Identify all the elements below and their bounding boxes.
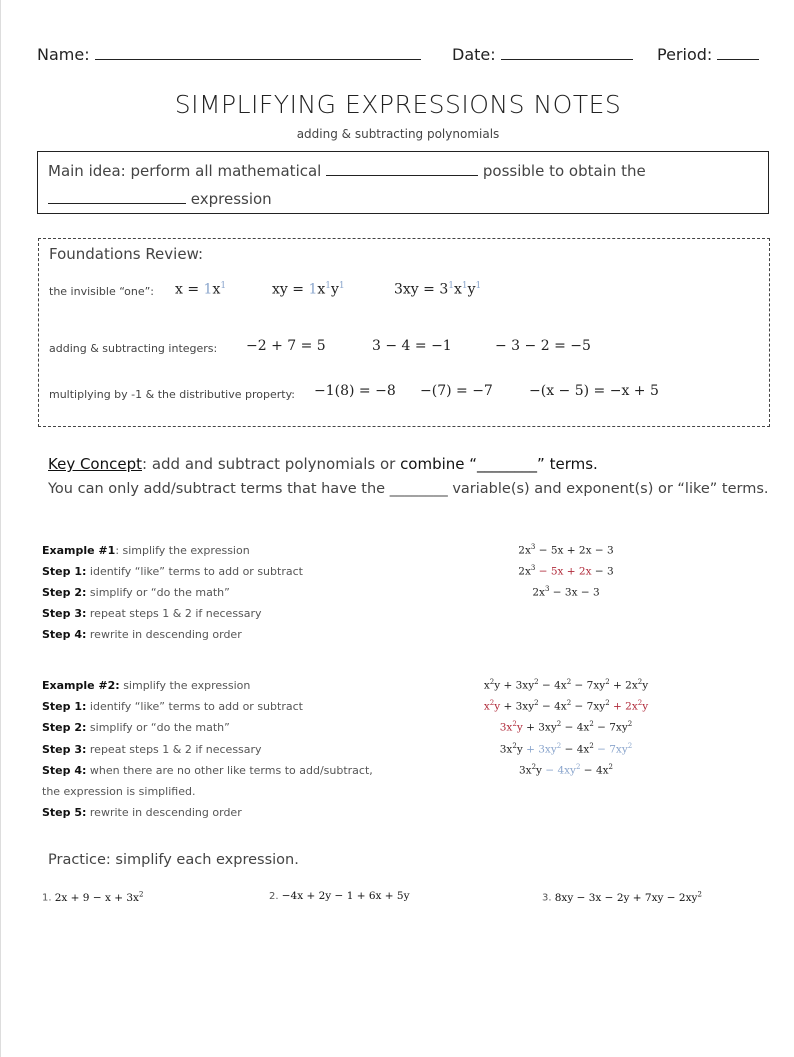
step-text: rewrite in descending order — [86, 628, 242, 641]
step-text: simplify or “do the math” — [86, 586, 230, 599]
term: − 4x — [561, 743, 590, 756]
exponent: 1 — [220, 281, 227, 291]
problem-number: 2. — [269, 891, 279, 902]
term: 3x — [499, 721, 513, 734]
term: 3x — [499, 743, 513, 756]
term: x — [317, 281, 326, 298]
example1-step — [42, 565, 303, 578]
step-label: Step 2: — [42, 586, 87, 599]
multiply-example-3: −(x − 5) = −x + 5 — [529, 383, 659, 399]
term: y — [516, 721, 523, 734]
practice-problem-2 — [269, 890, 410, 902]
example1-work-line — [401, 585, 731, 599]
term: 2x + 9 − x + 3x — [54, 891, 139, 904]
exponent: 1 — [338, 281, 345, 291]
foundations-title: Foundations Review: — [49, 245, 204, 263]
exponent: 2 — [489, 699, 495, 708]
exponent: 2 — [627, 720, 633, 729]
exponent: 2 — [556, 741, 562, 750]
term: 3xy = 3 — [394, 281, 449, 298]
exponent: 2 — [608, 762, 614, 771]
example1-step — [42, 544, 250, 557]
key-concept-line-2: You can only add/subtract terms that have the ________ variable(s) and exponent(s) or “like” terms. — [48, 481, 769, 497]
term: − 4x — [580, 764, 609, 777]
exponent: 2 — [605, 699, 610, 708]
term: 1 — [203, 281, 213, 298]
term: x = — [175, 281, 204, 298]
term: − 5x + 2x − 3 — [535, 544, 614, 557]
exponent: 3 — [544, 585, 550, 593]
term: − 5x + 2x — [535, 565, 592, 578]
step-text: identify “like” terms to add or subtract — [86, 565, 303, 578]
example1-work-line — [401, 564, 731, 578]
exponent: 3 — [530, 564, 536, 572]
exponent: 2 — [138, 890, 144, 898]
exponent: 3 — [530, 543, 536, 551]
example2-step — [42, 806, 242, 819]
term: xy = — [272, 281, 309, 298]
period-field[interactable] — [657, 45, 759, 64]
integers-label: adding & subtracting integers: — [49, 342, 218, 355]
exponent: 2 — [534, 678, 539, 686]
term: − 4xy — [541, 764, 576, 777]
exponent: 2 — [531, 762, 537, 771]
step-text: the expression is simplified. — [42, 785, 196, 798]
period-label: Period: — [657, 45, 713, 64]
term: + 2x — [609, 700, 638, 713]
exponent: 2 — [534, 699, 539, 708]
term: 3x — [518, 764, 532, 777]
step-text: rewrite in descending order — [86, 806, 242, 820]
practice-problem-1 — [42, 890, 143, 904]
term: x — [483, 700, 490, 713]
example2-step — [42, 785, 195, 798]
exponent: 2 — [605, 678, 610, 686]
example2-work-line — [401, 763, 731, 777]
problem-expression — [282, 890, 410, 902]
term: y + 3xy — [494, 679, 535, 692]
name-label: Name: — [37, 45, 90, 64]
problem-number: 3. — [542, 892, 552, 904]
example1-work-line — [401, 543, 731, 557]
problem-expression — [55, 892, 144, 904]
main-idea-box — [37, 151, 769, 214]
term: y — [467, 281, 476, 298]
step-label: Step 3: — [42, 742, 87, 756]
page-subtitle: adding & subtracting polynomials — [296, 127, 500, 141]
invisible-expr-1 — [175, 281, 226, 298]
main-idea-text: Main idea: perform all mathematical — [48, 162, 322, 180]
step-text: repeat steps 1 & 2 if necessary — [86, 607, 262, 620]
exponent: 2 — [697, 890, 702, 898]
date-label: Date: — [452, 45, 496, 64]
exponent: 1 — [461, 281, 468, 291]
step-label: Step 3: — [42, 607, 87, 620]
term: 2x — [532, 586, 545, 599]
step-text: simplify or “do the math” — [86, 721, 230, 735]
foundations-review-box — [38, 238, 770, 427]
step-label: Step 2: — [42, 721, 87, 735]
name-field[interactable] — [37, 45, 421, 64]
term: −4x + 2y − 1 + 6x + 5y — [281, 890, 410, 902]
step-label: Step 4: — [42, 628, 87, 641]
exponent: 2 — [576, 762, 581, 771]
term: 1 — [308, 281, 318, 298]
term: x — [483, 679, 490, 692]
term: x — [453, 281, 462, 298]
date-field[interactable] — [452, 45, 633, 64]
multiply-example-1: −1(8) = −8 — [314, 383, 396, 399]
term: y — [536, 764, 542, 777]
key-concept-line — [48, 455, 598, 473]
term: − 4x — [538, 700, 567, 713]
integer-example-3: − 3 − 2 = −5 — [495, 338, 591, 354]
example1-step — [42, 628, 242, 641]
step-text: simplify the expression — [119, 679, 251, 692]
term: + 2x — [609, 679, 638, 692]
step-text: when there are no other like terms to add/subtract, — [86, 763, 373, 777]
step-label: Step 1: — [42, 565, 87, 578]
term: − 4x — [538, 679, 567, 692]
main-idea-text-2: possible to obtain the — [482, 162, 646, 180]
exponent: 2 — [489, 678, 495, 686]
term: 2x — [518, 544, 531, 557]
exponent: 2 — [637, 678, 643, 686]
exponent: 2 — [556, 720, 562, 729]
step-text: : simplify the expression — [115, 544, 250, 557]
exponent: 1 — [475, 281, 482, 291]
term: y — [642, 700, 649, 713]
integer-example-1: −2 + 7 = 5 — [246, 338, 326, 354]
practice-title: Practice: simplify each expression. — [48, 852, 299, 868]
example2-step — [42, 679, 250, 692]
exponent: 2 — [627, 741, 633, 750]
term: x — [212, 281, 221, 298]
term: − 3 — [591, 565, 614, 578]
step-label: Step 4: — [42, 763, 87, 777]
exponent: 2 — [512, 741, 517, 750]
term: − 7xy — [593, 721, 628, 734]
example1-step — [42, 607, 262, 620]
term: 8xy − 3x − 2y + 7xy − 2xy — [554, 891, 698, 904]
term: − 4x — [561, 721, 590, 734]
step-label: Step 5: — [42, 806, 87, 820]
exponent: 2 — [512, 720, 517, 729]
key-concept-combine: combine “________” terms. — [400, 455, 598, 473]
term: + 3xy — [500, 700, 535, 713]
key-concept-label: Key Concept — [48, 455, 142, 473]
exponent: 1 — [448, 281, 454, 291]
step-text: repeat steps 1 & 2 if necessary — [86, 742, 262, 756]
term: − 7xy — [571, 679, 606, 692]
term: y — [331, 281, 339, 298]
main-idea-text-3: expression — [190, 190, 272, 208]
exponent: 2 — [589, 741, 594, 750]
invisible-expr-3 — [394, 281, 481, 298]
example1-step — [42, 586, 230, 599]
problem-expression — [555, 892, 702, 904]
invisible-expr-2 — [272, 281, 345, 298]
example2-step — [42, 700, 303, 713]
example2-work-line — [401, 699, 731, 713]
example2-work-line — [401, 678, 731, 692]
term: y — [642, 679, 649, 692]
step-label: Example #1 — [42, 544, 116, 557]
example2-step — [42, 764, 373, 777]
term: + 3xy — [522, 721, 557, 734]
page-title: SIMPLIFYING EXPRESSIONS NOTES — [174, 90, 622, 119]
example2-step — [42, 743, 262, 756]
example2-step — [42, 721, 230, 734]
step-label: Step 1: — [42, 700, 87, 714]
integer-example-2: 3 − 4 = −1 — [372, 338, 452, 354]
term: y — [516, 743, 523, 756]
term: − 7xy — [571, 700, 606, 713]
term: − 3x − 3 — [549, 586, 600, 599]
exponent: 2 — [566, 699, 572, 708]
exponent: 1 — [325, 281, 331, 291]
exponent: 2 — [566, 678, 572, 686]
step-label: Example #2: — [42, 679, 120, 692]
term: − 7xy — [593, 743, 628, 756]
term: y — [494, 700, 501, 713]
invisible-one-label: the invisible “one”: — [49, 285, 155, 298]
problem-number: 1. — [42, 892, 52, 904]
example2-work-line — [401, 720, 731, 734]
term: 2x — [518, 565, 531, 578]
practice-problem-3 — [542, 890, 702, 904]
term: + 3xy — [522, 743, 557, 756]
key-concept-text: : add and subtract polynomials or — [142, 455, 401, 473]
multiply-example-2: −(7) = −7 — [420, 383, 493, 399]
example2-work-line — [401, 742, 731, 756]
exponent: 2 — [589, 720, 594, 729]
exponent: 2 — [637, 699, 643, 708]
step-text: identify “like” terms to add or subtract — [86, 700, 303, 714]
multiply-label: multiplying by -1 & the distributive property: — [49, 388, 295, 401]
